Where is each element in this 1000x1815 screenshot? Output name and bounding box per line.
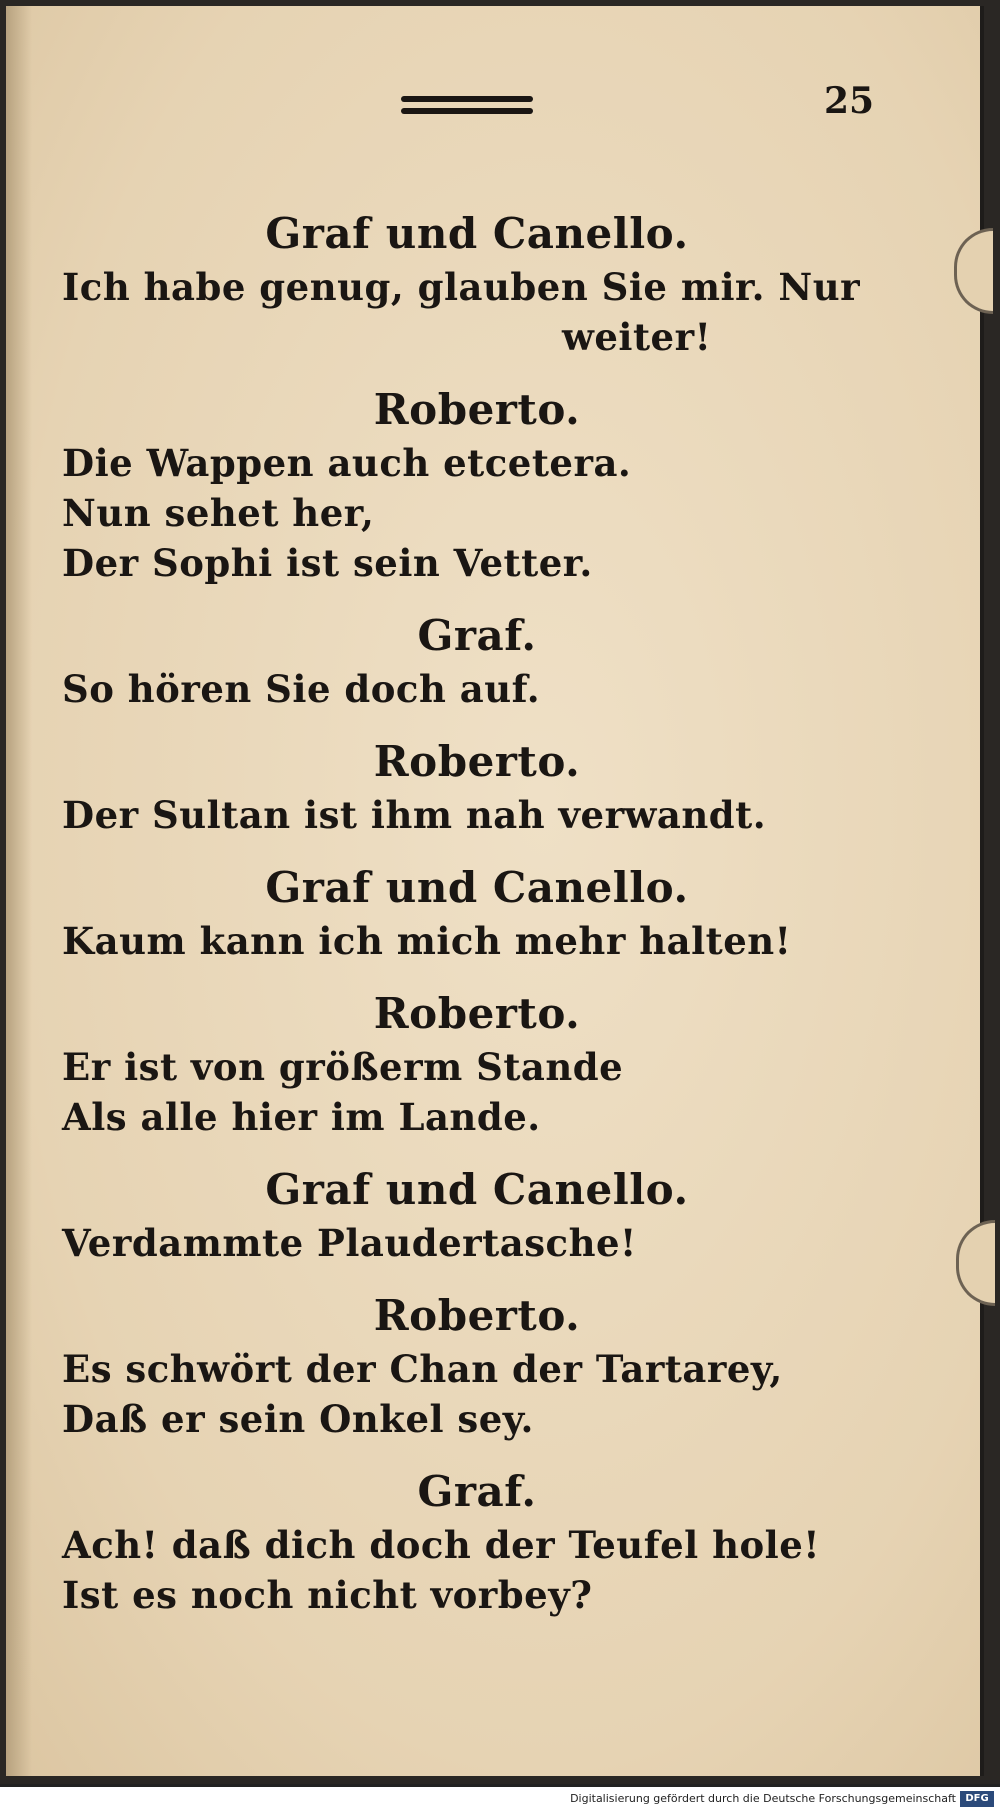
page-clip-top <box>954 228 993 314</box>
verse-line: So hören Sie doch auf. <box>62 667 541 711</box>
speaker-heading: Roberto. <box>373 385 581 434</box>
speaker-heading: Graf und Canello. <box>265 209 689 258</box>
verse-line: Daß er sein Onkel sey. <box>62 1397 534 1441</box>
page-number: 25 <box>824 80 875 122</box>
footer-credit: Digitalisierung gefördert durch die Deutsche Forschungsgemeinschaft <box>570 1792 956 1805</box>
verse-line: Ist es noch nicht vorbey? <box>62 1573 593 1617</box>
verse-line: Die Wappen auch etcetera. <box>62 441 632 485</box>
speaker-heading: Graf und Canello. <box>265 863 689 912</box>
verse-line: weiter! <box>562 315 712 359</box>
speaker-heading: Roberto. <box>373 737 581 786</box>
verse-line: Der Sultan ist ihm nah verwandt. <box>62 793 767 837</box>
verse-line: Der Sophi ist sein Vetter. <box>62 541 593 585</box>
book-page <box>6 6 984 1776</box>
verse-line: Es schwört der Chan der Tartarey, <box>62 1347 783 1391</box>
play-text <box>62 186 892 1620</box>
digitization-footer <box>0 1784 1000 1815</box>
verse-line: Verdammte Plaudertasche! <box>62 1221 637 1265</box>
verse-line: Als alle hier im Lande. <box>62 1095 541 1139</box>
verse-line: Er ist von größerm Stande <box>62 1045 624 1089</box>
speaker-heading: Roberto. <box>373 989 581 1038</box>
speaker-heading: Graf. <box>417 1467 537 1516</box>
verse-line: Nun sehet her, <box>62 491 375 535</box>
dfg-logo: DFG <box>960 1791 994 1807</box>
speaker-heading: Roberto. <box>373 1291 581 1340</box>
page-gutter-shadow <box>6 6 32 1776</box>
verse-line: Ach! daß dich doch der Teufel hole! <box>62 1523 821 1567</box>
speaker-heading: Graf und Canello. <box>265 1165 689 1214</box>
verse-line: Kaum kann ich mich mehr halten! <box>62 919 792 963</box>
verse-line: Ich habe genug, glauben Sie mir. Nur <box>62 265 861 309</box>
header-double-rule <box>401 96 533 116</box>
speaker-heading: Graf. <box>417 611 537 660</box>
page-clip-bottom <box>956 1220 995 1306</box>
